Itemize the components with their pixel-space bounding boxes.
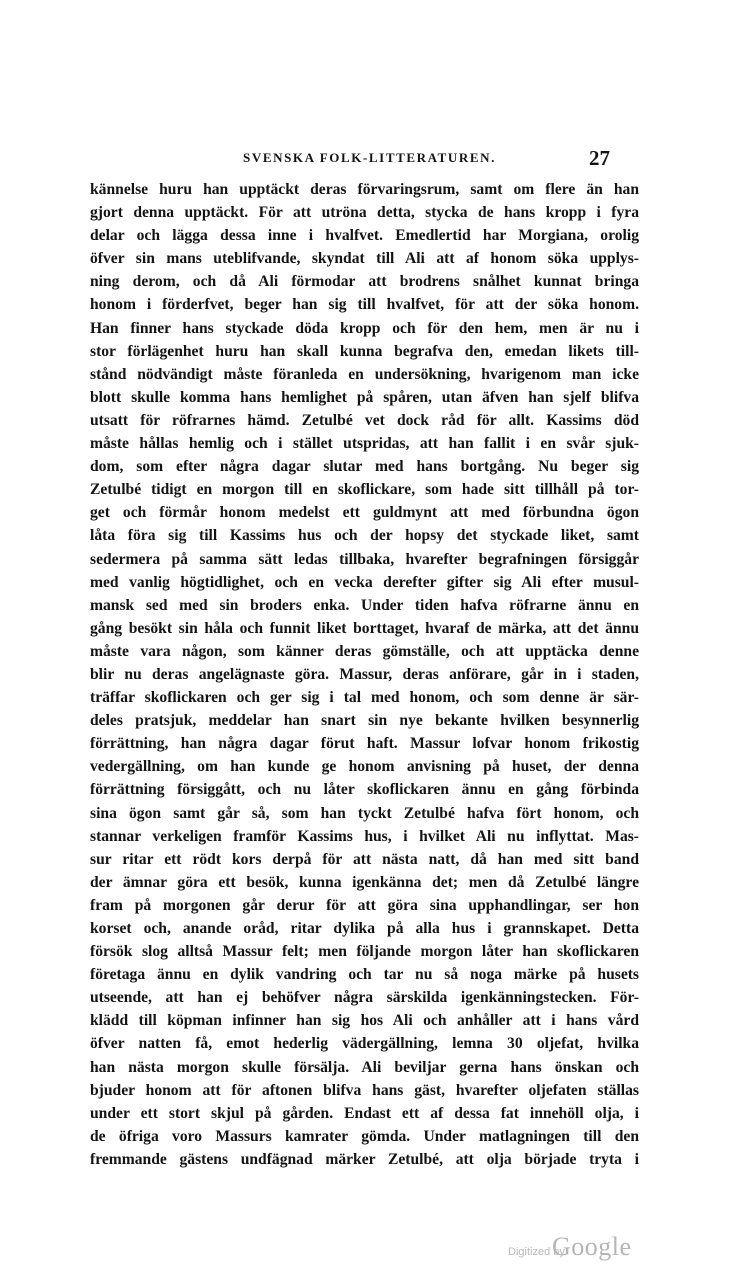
text-line: fram på morgonen går derur för att göra sina upphandlingar, ser hon bbox=[90, 896, 639, 914]
watermark-google-logo: Google bbox=[552, 1232, 632, 1261]
text-line: sedermera på samma sätt ledas tillbaka, hvarefter begrafningen försiggår bbox=[90, 550, 639, 568]
text-line: stor förlägenhet huru han skall kunna begrafva den, emedan likets till- bbox=[90, 342, 639, 360]
text-line: utsatt för röfrarnes hämd. Zetulbé vet dock råd för allt. Kassims död bbox=[90, 411, 639, 429]
text-line: förrättning, han några dagar förut haft. Massur lofvar honom frikostig bbox=[90, 735, 639, 753]
text-line: utseende, att han ej behöfver några särskilda igenkänningstecken. För- bbox=[90, 989, 639, 1007]
text-line: gång besökt sin håla och funnit liket borttaget, hvaraf de märka, att det ännu bbox=[90, 619, 639, 637]
text-line: måste vara någon, som känner deras gömställe, och att upptäcka denne bbox=[90, 642, 639, 660]
text-line: blir nu deras angelägnaste göra. Massur, deras anförare, går in i staden, bbox=[90, 665, 639, 683]
text-line: under ett stort skjul på gården. Endast ett af dessa fat innehöll olja, i bbox=[90, 1104, 639, 1122]
text-line: Zetulbé tidigt en morgon till en skoflickare, som hade sitt tillhåll på tor- bbox=[90, 481, 639, 499]
text-line: gjort denna upptäckt. För att utröna detta, stycka de hans kropp i fyra bbox=[90, 204, 639, 222]
text-line: med vanlig högtidlighet, och en vecka derefter gifter sig Ali efter musul- bbox=[90, 573, 639, 591]
text-line: Han finner hans styckade döda kropp och för den hem, men är nu i bbox=[90, 319, 639, 337]
text-line: stannar verkeligen framför Kassims hus, i hvilket Ali nu inflyttat. Mas- bbox=[90, 827, 639, 845]
text-line: klädd till köpman infinner han sig hos Ali och anhåller att i hans vård bbox=[90, 1012, 639, 1030]
text-line: bjuder honom att för aftonen blifva hans gäst, hvarefter oljefaten ställas bbox=[90, 1081, 639, 1099]
text-line: vedergällning, om han kunde ge honom anvisning på huset, der denna bbox=[90, 758, 639, 776]
text-line: fremmande gästens undfägnad märker Zetulbé, att olja började tryta i bbox=[90, 1150, 639, 1168]
text-line: get och förmår honom medelst ett guldmynt att med förbundna ögon bbox=[90, 504, 639, 522]
text-line: de öfriga voro Massurs kamrater gömda. Under matlagningen till den bbox=[90, 1127, 639, 1145]
text-line: träffar skoflickaren och ger sig i tal med honom, och som denne är sär- bbox=[90, 689, 639, 707]
watermark-digitized-by: Digitized by bbox=[508, 1246, 565, 1258]
text-line: måste hållas hemlig och i stället utspridas, att han fallit i en svår sjuk- bbox=[90, 435, 639, 453]
text-line: öfver sin mans uteblifvande, skyndat till Ali att af honom söka upplys- bbox=[90, 250, 639, 268]
text-line: blott skulle komma hans hemlighet på spåren, utan äfven han sjelf blifva bbox=[90, 388, 639, 406]
text-line: dom, som efter några dagar slutar med hans bortgång. Nu beger sig bbox=[90, 458, 639, 476]
text-line: förrättning försiggått, och nu låter skoflickaren ännu en gång förbinda bbox=[90, 781, 639, 799]
text-line: kännelse huru han upptäckt deras förvaringsrum, samt om flere än han bbox=[90, 181, 639, 198]
running-title: SVENSKA FOLK-LITTERATUREN. bbox=[243, 150, 497, 165]
text-line: der ämnar göra ett besök, kunna igenkänna det; men då Zetulbé längre bbox=[90, 873, 639, 891]
text-line: deles pratsjuk, meddelar han snart sin nye bekante hvilken besynnerlig bbox=[90, 712, 639, 730]
text-line: sina ögon samt går så, som han tyckt Zetulbé hafva fört honom, och bbox=[90, 804, 639, 822]
text-line: delar och lägga dessa inne i hvalfvet. Emedlertid har Morgiana, orolig bbox=[90, 227, 639, 245]
text-line: stånd nödvändigt måste föranleda en undersökning, hvarigenom man icke bbox=[90, 365, 639, 383]
page-header bbox=[243, 146, 610, 174]
text-line: han nästa morgon skulle försälja. Ali beviljar gerna hans önskan och bbox=[90, 1058, 639, 1076]
text-line: försök slog alltså Massur felt; men följande morgon låter han skoflickaren bbox=[90, 943, 639, 961]
text-line: öfver natten få, emot hederlig vädergällning, lemna 30 oljefat, hvilka bbox=[90, 1035, 639, 1053]
body-text bbox=[90, 178, 639, 1171]
text-line: företaga ännu en dylik vandring och tar nu så noga märke på husets bbox=[90, 966, 639, 984]
text-line: ning derom, och då Ali förmodar att brodrens snålhet kunnat bringa bbox=[90, 273, 639, 291]
text-line: honom i förderfvet, beger han sig till hvalfvet, för att der söka honom. bbox=[90, 296, 639, 314]
text-line: korset och, anande oråd, ritar dylika på alla hus i grannskapet. Detta bbox=[90, 920, 639, 937]
text-line: sur ritar ett rödt kors derpå för att nästa natt, då han med sitt band bbox=[90, 850, 639, 868]
page-number: 27 bbox=[589, 146, 610, 170]
google-watermark bbox=[508, 1232, 648, 1268]
text-line: mansk sed med sin broders enka. Under tiden hafva röfrarne ännu en bbox=[90, 596, 639, 614]
text-line: låta föra sig till Kassims hus och der hopsy det styckade liket, samt bbox=[90, 527, 639, 545]
